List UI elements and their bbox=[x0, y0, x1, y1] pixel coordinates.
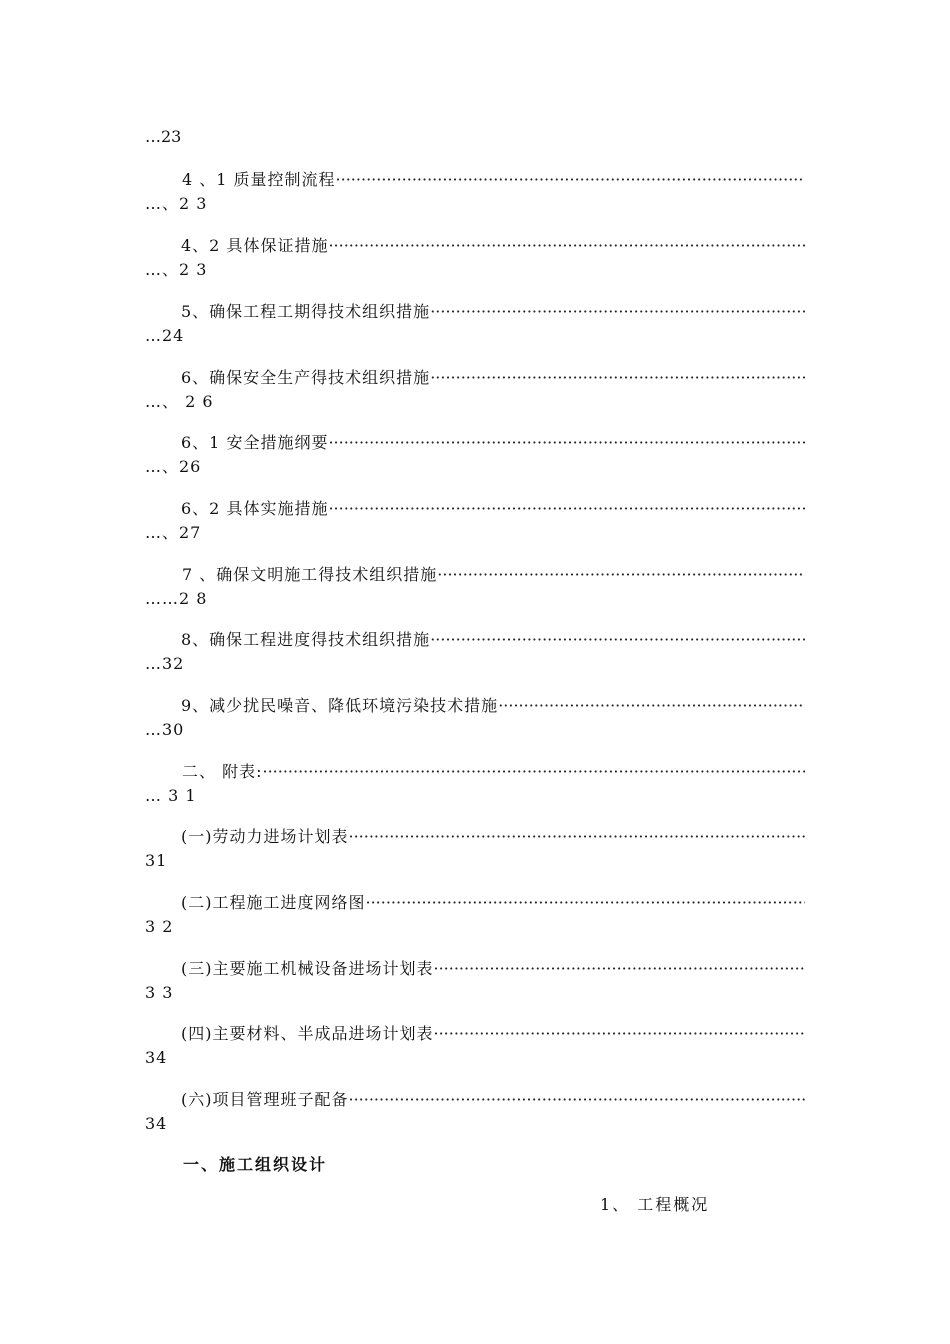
toc-leader-dots bbox=[328, 499, 805, 519]
toc-leader-dots bbox=[366, 893, 806, 913]
toc-entry-title: 二、 附表: bbox=[182, 762, 263, 781]
toc-continuation-page: …23 bbox=[145, 127, 182, 146]
toc-leader-dots bbox=[336, 170, 805, 190]
toc-entry-page: 3 3 bbox=[145, 983, 174, 1002]
toc-entry[interactable] bbox=[145, 628, 805, 678]
toc-entry[interactable] bbox=[145, 431, 805, 481]
toc-entry-title: 6、确保安全生产得技术组织措施 bbox=[181, 368, 431, 387]
toc-entry[interactable] bbox=[145, 957, 805, 1007]
toc-entry-title: (六)项目管理班子配备 bbox=[181, 1090, 349, 1109]
toc-leader-dots bbox=[434, 1024, 806, 1044]
toc-leader-dots bbox=[328, 433, 805, 453]
section-heading: 一、施工组织设计 bbox=[183, 1155, 328, 1174]
toc-leader-dots bbox=[349, 1090, 806, 1110]
toc-leader-dots bbox=[349, 827, 806, 847]
toc-entry-page: …、26 bbox=[145, 457, 202, 476]
toc-entry[interactable] bbox=[145, 497, 805, 547]
toc-entry[interactable] bbox=[145, 300, 805, 350]
toc-entry-title: 7 、确保文明施工得技术组织措施 bbox=[182, 565, 438, 584]
toc-entry-page: 34 bbox=[145, 1114, 168, 1133]
toc-entry-page: …、 2 6 bbox=[145, 392, 214, 411]
toc-entry-page: …30 bbox=[145, 720, 185, 739]
toc-entry-page: …32 bbox=[145, 654, 185, 673]
toc-leader-dots bbox=[437, 565, 805, 585]
toc-entry[interactable] bbox=[145, 1022, 805, 1072]
toc-entry-title: (三)主要施工机械设备进场计划表 bbox=[181, 959, 434, 978]
toc-entry-page: …、2 3 bbox=[145, 260, 208, 279]
toc-entry-page: …、2 3 bbox=[145, 194, 208, 213]
toc-leader-dots bbox=[262, 762, 805, 782]
toc-entry-title: 5、确保工程工期得技术组织措施 bbox=[181, 302, 431, 321]
toc-entry-page: …24 bbox=[145, 326, 185, 345]
toc-leader-dots bbox=[434, 959, 806, 979]
toc-leader-dots bbox=[430, 302, 805, 322]
toc-entry[interactable] bbox=[145, 366, 805, 416]
toc-entry[interactable] bbox=[145, 1088, 805, 1138]
toc-entry[interactable] bbox=[145, 760, 805, 810]
toc-entry-title: 6、2 具体实施措施 bbox=[181, 499, 329, 518]
toc-entry[interactable] bbox=[145, 891, 805, 941]
toc-entry[interactable] bbox=[145, 234, 805, 284]
toc-leader-dots bbox=[328, 236, 805, 256]
toc-entry[interactable] bbox=[145, 168, 805, 218]
toc-entry-page: … 3 1 bbox=[145, 786, 197, 805]
toc-entry-title: (一)劳动力进场计划表 bbox=[181, 827, 349, 846]
toc-entry-title: 4 、1 质量控制流程 bbox=[182, 170, 336, 189]
toc-entry-page: ……2 8 bbox=[145, 589, 208, 608]
toc-entry-page: …、27 bbox=[145, 523, 202, 542]
toc-entry[interactable] bbox=[145, 825, 805, 875]
toc-leader-dots bbox=[498, 696, 805, 716]
toc-entry-title: 9、减少扰民噪音、降低环境污染技术措施 bbox=[181, 696, 499, 715]
toc-entry-page: 31 bbox=[145, 851, 168, 870]
toc-entry[interactable] bbox=[145, 563, 805, 613]
toc-entry-title: (四)主要材料、半成品进场计划表 bbox=[181, 1024, 434, 1043]
toc-entry-title: (二)工程施工进度网络图 bbox=[181, 893, 366, 912]
toc-leader-dots bbox=[430, 368, 805, 388]
sub-heading: 1、 工程概况 bbox=[600, 1195, 710, 1214]
toc-entry-title: 4、2 具体保证措施 bbox=[181, 236, 329, 255]
toc-leader-dots bbox=[430, 630, 805, 650]
toc-entry-title: 8、确保工程进度得技术组织措施 bbox=[181, 630, 431, 649]
toc-entry-page: 34 bbox=[145, 1048, 168, 1067]
toc-entry-title: 6、1 安全措施纲要 bbox=[181, 433, 329, 452]
toc-entry-page: 3 2 bbox=[145, 917, 174, 936]
toc-entry[interactable] bbox=[145, 694, 805, 744]
